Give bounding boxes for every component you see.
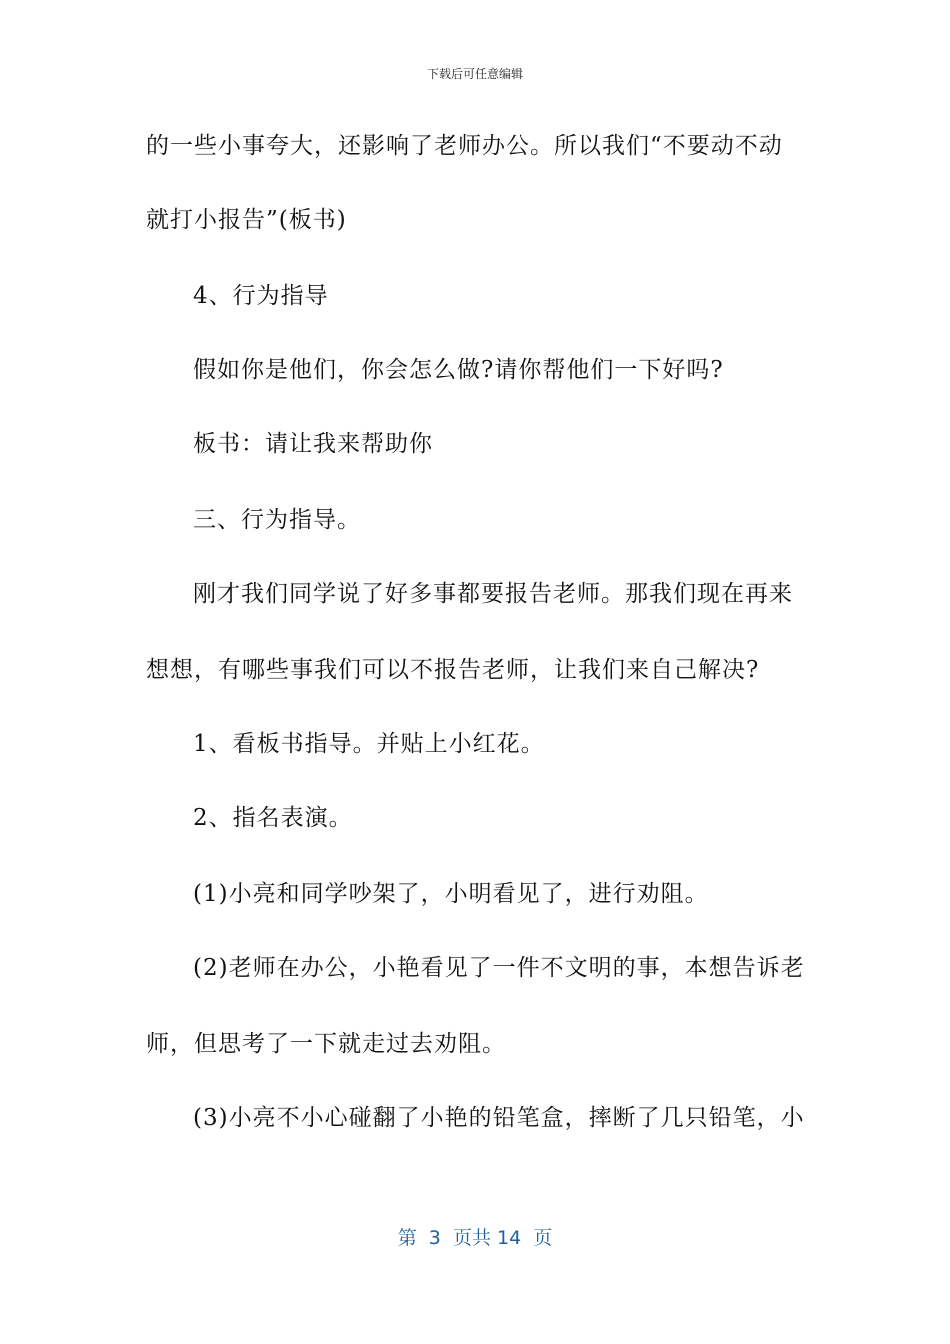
list-item: 1、看板书指导。并贴上小红花。 — [193, 731, 545, 757]
paragraph-line: 刚才我们同学说了好多事都要报告老师。那我们现在再来 — [193, 581, 793, 607]
section-heading: 4、行为指导 — [193, 283, 329, 309]
paragraph-line: 师，但思考了一下就走过去劝阻。 — [146, 1031, 506, 1057]
list-item: (3)小亮不小心碰翻了小艳的铅笔盒，摔断了几只铅笔，小 — [193, 1105, 805, 1131]
page-footer: 第 3 页共 14 页 — [397, 1227, 553, 1249]
paragraph-line: 就打小报告”(板书) — [146, 207, 347, 233]
page-header: 下载后可任意编辑 — [426, 67, 523, 81]
paragraph-line: 的一些小事夸大，还影响了老师办公。所以我们“不要动不动 — [146, 133, 783, 159]
list-item: (1)小亮和同学吵架了，小明看见了，进行劝阻。 — [193, 881, 709, 907]
paragraph-line: 板书：请让我来帮助你 — [193, 431, 433, 457]
list-item: (2)老师在办公，小艳看见了一件不文明的事，本想告诉老 — [193, 955, 805, 981]
paragraph-line: 假如你是他们，你会怎么做?请你帮他们一下好吗? — [193, 357, 724, 383]
paragraph-line: 想想，有哪些事我们可以不报告老师，让我们来自己解决? — [146, 657, 760, 683]
list-item: 2、指名表演。 — [193, 805, 353, 831]
section-heading: 三、行为指导。 — [193, 507, 361, 533]
